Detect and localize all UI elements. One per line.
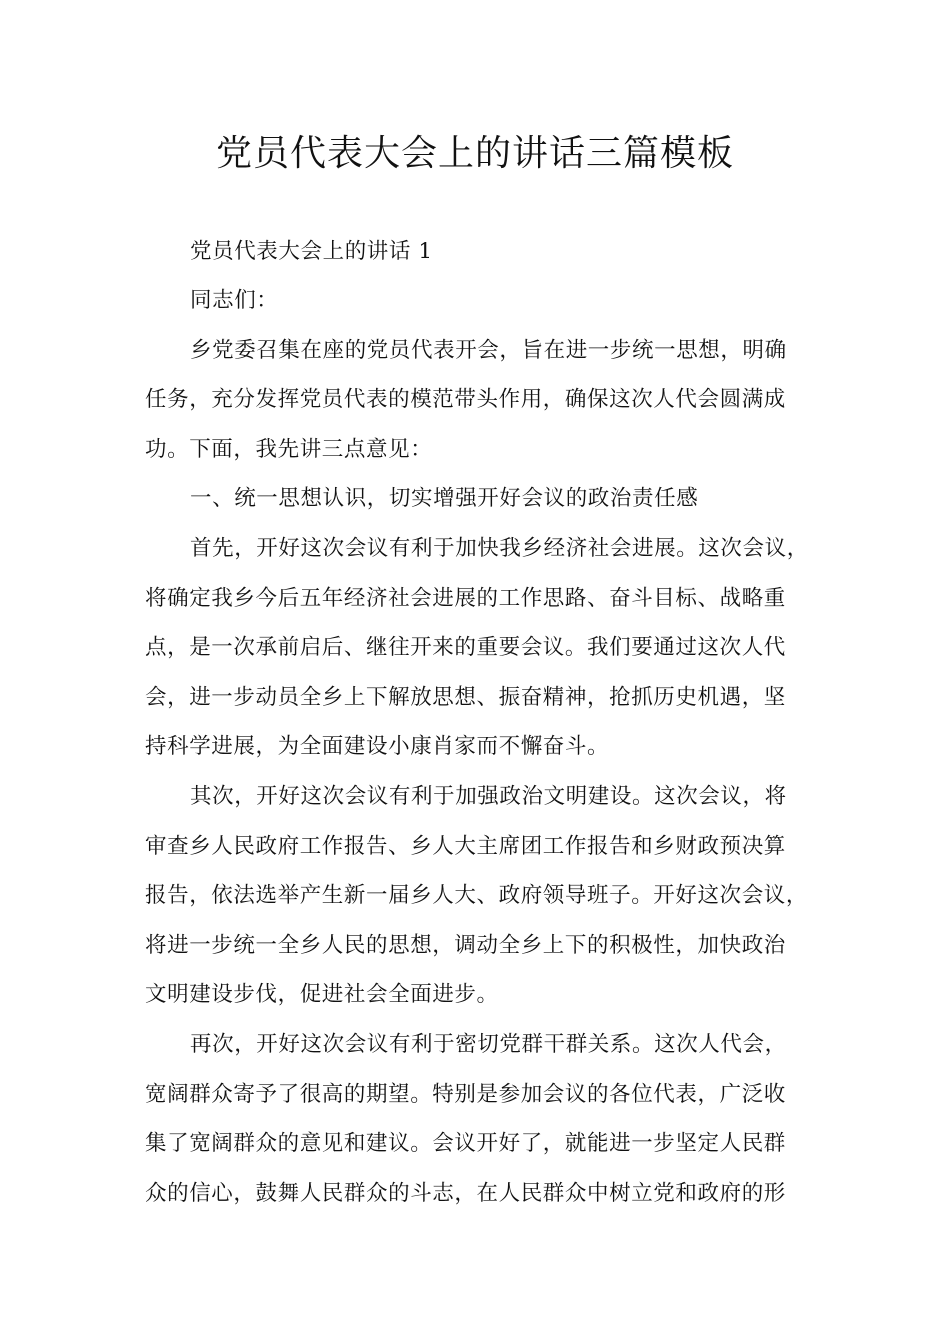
- paragraph-line: 会，进一步动员全乡上下解放思想、振奋精神，抢抓历史机遇，坚: [145, 685, 786, 710]
- paragraph-line: 将确定我乡今后五年经济社会进展的工作思路、奋斗目标、战略重: [145, 586, 786, 611]
- paragraph-line: 报告，依法选举产生新一届乡人大、政府领导班子。开好这次会议，: [145, 883, 809, 908]
- paragraph-line: 持科学进展，为全面建设小康肖家而不懈奋斗。: [145, 734, 610, 759]
- paragraph-line: 再次，开好这次会议有利于密切党群干群关系。这次人代会，: [190, 1032, 787, 1057]
- paragraph-line: 众的信心，鼓舞人民群众的斗志，在人民群众中树立党和政府的形: [145, 1181, 786, 1206]
- paragraph-line: 集了宽阔群众的意见和建议。会议开好了，就能进一步坚定人民群: [145, 1131, 786, 1156]
- paragraph-line: 宽阔群众寄予了很高的期望。特别是参加会议的各位代表，广泛收: [145, 1082, 786, 1107]
- paragraph-line: 首先，开好这次会议有利于加快我乡经济社会进展。这次会议，: [190, 536, 809, 561]
- section-heading: 一、统一思想认识，切实增强开好会议的政治责任感: [190, 486, 699, 511]
- paragraph-line: 其次，开好这次会议有利于加强政治文明建设。这次会议，将: [190, 784, 787, 809]
- speech-heading: 党员代表大会上的讲话 1: [190, 239, 433, 264]
- paragraph-line: 功。下面，我先讲三点意见：: [145, 437, 433, 462]
- paragraph-line: 乡党委召集在座的党员代表开会，旨在进一步统一思想，明确: [190, 338, 787, 363]
- document-title: 党员代表大会上的讲话三篇模板: [215, 133, 734, 174]
- paragraph-line: 任务，充分发挥党员代表的模范带头作用，确保这次人代会圆满成: [145, 387, 786, 412]
- paragraph-line: 审查乡人民政府工作报告、乡人大主席团工作报告和乡财政预决算: [145, 834, 786, 859]
- paragraph-line: 文明建设步伐，促进社会全面进步。: [145, 982, 499, 1007]
- paragraph-line: 将进一步统一全乡人民的思想，调动全乡上下的积极性，加快政治: [145, 933, 786, 958]
- salutation: 同志们：: [190, 288, 279, 313]
- paragraph-line: 点，是一次承前启后、继往开来的重要会议。我们要通过这次人代: [145, 635, 786, 660]
